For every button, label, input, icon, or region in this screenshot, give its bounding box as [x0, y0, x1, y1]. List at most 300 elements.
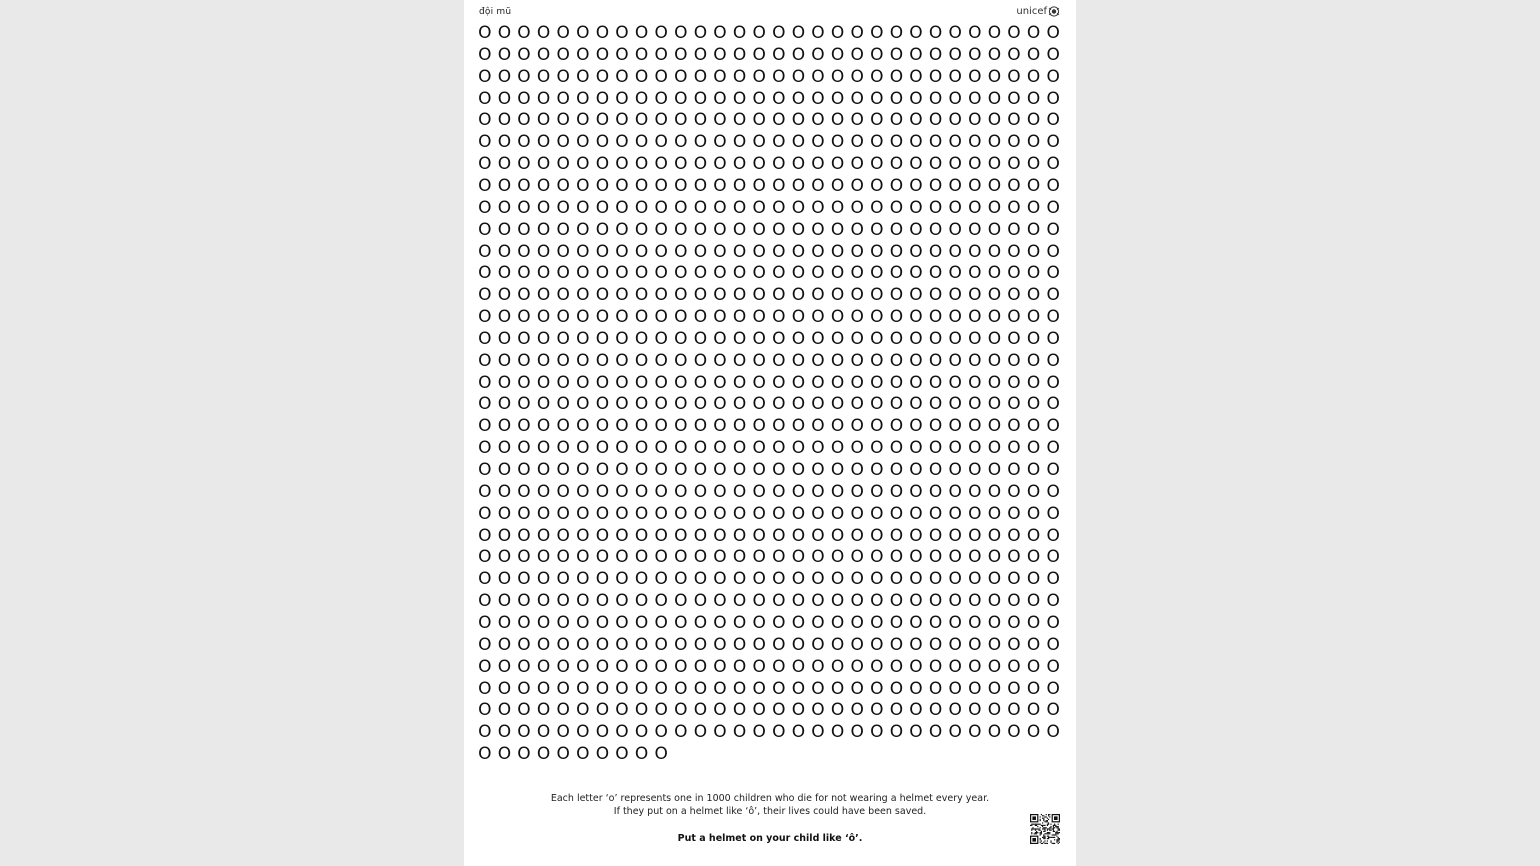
- letter-o: O: [850, 416, 864, 437]
- letter-o: O: [830, 569, 845, 590]
- letter-o: O: [556, 328, 570, 349]
- letter-o: O: [615, 460, 629, 480]
- letter-o: O: [674, 132, 688, 153]
- letter-o: O: [909, 88, 923, 109]
- letter-o: O: [909, 263, 923, 284]
- letter-o: O: [1007, 132, 1021, 153]
- letter-o: O: [772, 394, 786, 415]
- letter-o: O: [889, 656, 904, 677]
- letter-o: O: [909, 460, 923, 480]
- letter-o: O: [732, 350, 747, 371]
- letter-o: O: [909, 503, 923, 524]
- letter-o: O: [536, 634, 551, 655]
- letter-o: O: [948, 547, 962, 568]
- letter-o: O: [497, 591, 512, 612]
- letter-o: O: [478, 88, 492, 109]
- letter-o: O: [674, 110, 688, 131]
- letter-o: O: [928, 241, 943, 262]
- letter-o: O: [536, 307, 551, 328]
- letter-o: O: [536, 197, 551, 218]
- letter-o: O: [987, 263, 1002, 284]
- letter-o: O: [674, 569, 688, 590]
- letter-o: O: [987, 547, 1002, 568]
- letter-o: O: [634, 481, 649, 502]
- letter-o: O: [1046, 416, 1060, 437]
- letter-o: O: [497, 175, 512, 196]
- letter-o: O: [830, 197, 845, 218]
- letter-o: O: [576, 460, 590, 480]
- letter-o: O: [615, 44, 629, 65]
- letter-o: O: [713, 132, 727, 153]
- letter-o: O: [713, 416, 727, 437]
- letter-o: O: [517, 569, 531, 590]
- letter-o: O: [497, 110, 512, 131]
- letter-o: O: [889, 88, 904, 109]
- letter-o: O: [948, 612, 962, 633]
- letter-o: O: [968, 328, 982, 349]
- letter-o: O: [517, 307, 531, 328]
- letter-o: O: [1007, 394, 1021, 415]
- letter-o: O: [811, 197, 825, 218]
- letter-o: O: [674, 23, 688, 43]
- letter-o: O: [791, 154, 806, 175]
- letter-o: O: [772, 307, 786, 328]
- letter-o: O: [987, 350, 1002, 371]
- letter-o: O: [674, 438, 688, 459]
- letter-o: O: [478, 154, 492, 175]
- letter-o: O: [968, 350, 982, 371]
- letter-o: O: [595, 44, 610, 65]
- letter-o: O: [811, 481, 825, 502]
- letter-o: O: [1026, 547, 1041, 568]
- letter-o: O: [968, 88, 982, 109]
- letter-o: O: [654, 744, 668, 765]
- letter-o: O: [556, 263, 570, 284]
- letter-o: O: [556, 66, 570, 87]
- letter-o: O: [556, 525, 570, 546]
- letter-o: O: [1007, 678, 1021, 699]
- letter-o: O: [478, 241, 492, 262]
- letter-o: O: [713, 285, 727, 306]
- letter-o: O: [556, 219, 570, 240]
- letter-o: O: [674, 285, 688, 306]
- letter-o: O: [772, 656, 786, 677]
- letter-o: O: [576, 438, 590, 459]
- letter-o: O: [811, 722, 825, 743]
- letter-o: O: [634, 307, 649, 328]
- letter-o: O: [752, 154, 766, 175]
- letter-o: O: [732, 307, 747, 328]
- letter-o: O: [948, 372, 962, 393]
- letter-o: O: [1007, 44, 1021, 65]
- qr-code-icon[interactable]: [1030, 814, 1060, 844]
- letter-o: O: [850, 285, 864, 306]
- letter-o: O: [713, 175, 727, 196]
- letter-o: O: [752, 481, 766, 502]
- letter-o: O: [732, 219, 747, 240]
- letter-o: O: [987, 307, 1002, 328]
- letter-o: O: [732, 175, 747, 196]
- letter-o: O: [732, 503, 747, 524]
- letter-o: O: [654, 66, 668, 87]
- letter-o: O: [713, 350, 727, 371]
- letter-o: O: [693, 219, 708, 240]
- letter-o: O: [1026, 525, 1041, 546]
- letter-o: O: [850, 612, 864, 633]
- letter-o: O: [713, 460, 727, 480]
- letter-o: O: [654, 460, 668, 480]
- letter-o: O: [909, 394, 923, 415]
- letter-o: O: [654, 481, 668, 502]
- letter-o: O: [987, 612, 1002, 633]
- letter-o: O: [634, 154, 649, 175]
- letter-o: O: [948, 44, 962, 65]
- letter-o: O: [713, 263, 727, 284]
- letter-o: O: [693, 591, 708, 612]
- letter-o: O: [595, 569, 610, 590]
- letter-o: O: [732, 88, 747, 109]
- letter-o: O: [948, 656, 962, 677]
- letter-o: O: [674, 44, 688, 65]
- letter-o: O: [791, 88, 806, 109]
- letter-o: O: [497, 241, 512, 262]
- letter-o: O: [576, 503, 590, 524]
- letter-o: O: [928, 44, 943, 65]
- letter-o: O: [752, 23, 766, 43]
- letter-o: O: [752, 700, 766, 721]
- letter-o: O: [732, 394, 747, 415]
- letter-o: O: [517, 612, 531, 633]
- letter-o: O: [948, 263, 962, 284]
- letter-o: O: [615, 197, 629, 218]
- letter-o: O: [595, 612, 610, 633]
- letter-o: O: [1026, 285, 1041, 306]
- letter-o: O: [772, 175, 786, 196]
- letter-o: O: [830, 416, 845, 437]
- letter-o: O: [556, 569, 570, 590]
- letter-o: O: [870, 569, 884, 590]
- letter-o: O: [772, 678, 786, 699]
- letter-o: O: [556, 656, 570, 677]
- letter-o: O: [693, 438, 708, 459]
- letter-o: O: [615, 525, 629, 546]
- letter-o: O: [889, 700, 904, 721]
- letter-o: O: [830, 394, 845, 415]
- letter-o: O: [811, 175, 825, 196]
- letter-o: O: [948, 678, 962, 699]
- letter-o: O: [517, 656, 531, 677]
- letter-o: O: [497, 481, 512, 502]
- letter-o: O: [634, 44, 649, 65]
- letter-o: O: [889, 438, 904, 459]
- letter-o: O: [615, 328, 629, 349]
- letter-o: O: [830, 350, 845, 371]
- letter-o: O: [1007, 722, 1021, 743]
- letter-o: O: [928, 678, 943, 699]
- letter-o: O: [556, 678, 570, 699]
- letter-o: O: [987, 503, 1002, 524]
- letter-o: O: [1026, 175, 1041, 196]
- letter-o: O: [634, 503, 649, 524]
- letter-o: O: [576, 328, 590, 349]
- letter-o: O: [870, 438, 884, 459]
- letter-o: O: [556, 44, 570, 65]
- letter-o: O: [576, 394, 590, 415]
- letter-o: O: [928, 416, 943, 437]
- letter-o: O: [830, 438, 845, 459]
- letter-o: O: [752, 634, 766, 655]
- letter-o: O: [615, 656, 629, 677]
- letter-o: O: [595, 700, 610, 721]
- letter-o: O: [517, 110, 531, 131]
- letter-o: O: [713, 154, 727, 175]
- letter-o: O: [791, 175, 806, 196]
- letter-o: O: [811, 307, 825, 328]
- letter-o: O: [478, 307, 492, 328]
- letter-o: O: [870, 700, 884, 721]
- letter-o: O: [987, 66, 1002, 87]
- letter-o: O: [556, 175, 570, 196]
- letter-o: O: [909, 241, 923, 262]
- letter-o: O: [556, 88, 570, 109]
- letter-o: O: [576, 44, 590, 65]
- letter-o: O: [693, 88, 708, 109]
- letter-o: O: [772, 132, 786, 153]
- letter-o: O: [928, 547, 943, 568]
- letter-o: O: [615, 350, 629, 371]
- letter-o: O: [634, 525, 649, 546]
- letter-o: O: [870, 66, 884, 87]
- letter-o: O: [1046, 438, 1060, 459]
- letter-o: O: [830, 263, 845, 284]
- letter-o: O: [968, 700, 982, 721]
- letter-o: O: [674, 66, 688, 87]
- letter-o: O: [870, 241, 884, 262]
- letter-o: O: [674, 591, 688, 612]
- letter-o: O: [713, 110, 727, 131]
- letter-o: O: [576, 241, 590, 262]
- letter-o: O: [811, 569, 825, 590]
- letter-o: O: [732, 722, 747, 743]
- letter-o: O: [948, 460, 962, 480]
- letter-o: O: [870, 634, 884, 655]
- letter-o: O: [497, 263, 512, 284]
- letter-o: O: [674, 328, 688, 349]
- letter-o: O: [987, 481, 1002, 502]
- letter-o: O: [556, 612, 570, 633]
- letter-o: O: [968, 197, 982, 218]
- letter-o: O: [870, 197, 884, 218]
- letter-o: O: [968, 612, 982, 633]
- letter-o: O: [928, 591, 943, 612]
- letter-o: O: [654, 569, 668, 590]
- letter-o: O: [948, 285, 962, 306]
- letter-o: O: [615, 700, 629, 721]
- letter-o: O: [987, 722, 1002, 743]
- letter-o: O: [791, 591, 806, 612]
- letter-o: O: [517, 23, 531, 43]
- letter-o: O: [811, 612, 825, 633]
- letter-o: O: [968, 416, 982, 437]
- letter-o: O: [634, 175, 649, 196]
- letter-o: O: [556, 416, 570, 437]
- letter-o: O: [791, 525, 806, 546]
- letter-o: O: [830, 23, 845, 43]
- letter-o: O: [693, 525, 708, 546]
- letter-o: O: [615, 612, 629, 633]
- letter-o: O: [1026, 23, 1041, 43]
- letter-o: O: [1007, 154, 1021, 175]
- letter-o: O: [889, 154, 904, 175]
- letter-o: O: [713, 525, 727, 546]
- letter-o: O: [576, 481, 590, 502]
- letter-o: O: [713, 23, 727, 43]
- letter-o: O: [968, 569, 982, 590]
- letter-o: O: [811, 656, 825, 677]
- letter-o: O: [830, 66, 845, 87]
- letter-o: O: [811, 591, 825, 612]
- letter-o: O: [615, 154, 629, 175]
- letter-o: O: [1046, 175, 1060, 196]
- letter-o: O: [1046, 88, 1060, 109]
- letter-o: O: [1007, 569, 1021, 590]
- letter-o: O: [1046, 132, 1060, 153]
- letter-o: O: [478, 525, 492, 546]
- letter-o: O: [693, 44, 708, 65]
- letter-o: O: [948, 569, 962, 590]
- letter-o: O: [693, 154, 708, 175]
- letter-o: O: [1007, 591, 1021, 612]
- letter-o: O: [634, 197, 649, 218]
- letter-o: O: [909, 612, 923, 633]
- letter-o: O: [1026, 438, 1041, 459]
- letter-o: O: [850, 438, 864, 459]
- letter-o: O: [595, 634, 610, 655]
- letter-o: O: [850, 197, 864, 218]
- letter-o: O: [497, 350, 512, 371]
- letter-o: O: [948, 23, 962, 43]
- letter-o: O: [850, 634, 864, 655]
- letter-o: O: [536, 416, 551, 437]
- letter-o: O: [987, 110, 1002, 131]
- letter-o: O: [889, 372, 904, 393]
- letter-o: O: [1046, 525, 1060, 546]
- letter-o: O: [850, 591, 864, 612]
- letter-o: O: [1046, 23, 1060, 43]
- letter-o: O: [634, 591, 649, 612]
- letter-o: O: [732, 66, 747, 87]
- letter-o: O: [576, 416, 590, 437]
- letter-o: O: [576, 591, 590, 612]
- letter-o: O: [634, 88, 649, 109]
- letter-o: O: [850, 372, 864, 393]
- letter-o: O: [791, 219, 806, 240]
- letter-o: O: [478, 416, 492, 437]
- letter-o: O: [830, 678, 845, 699]
- letter-o: O: [791, 197, 806, 218]
- letter-o: O: [889, 110, 904, 131]
- letter-o: O: [713, 241, 727, 262]
- letter-o: O: [928, 569, 943, 590]
- letter-o: O: [556, 154, 570, 175]
- letter-o: O: [556, 394, 570, 415]
- letter-o: O: [634, 241, 649, 262]
- letter-o: O: [948, 132, 962, 153]
- letter-o: O: [478, 23, 492, 43]
- letter-o: O: [556, 503, 570, 524]
- letter-o: O: [1046, 569, 1060, 590]
- letter-o: O: [752, 307, 766, 328]
- letter-o: O: [889, 591, 904, 612]
- letter-o: O: [1026, 132, 1041, 153]
- letter-o: O: [870, 394, 884, 415]
- letter-o: O: [1007, 88, 1021, 109]
- letter-o: O: [1046, 634, 1060, 655]
- letter-o: O: [1026, 219, 1041, 240]
- letter-o: O: [1046, 110, 1060, 131]
- letter-o: O: [497, 154, 512, 175]
- letter-o: O: [732, 23, 747, 43]
- letter-o: O: [870, 416, 884, 437]
- letter-o: O: [713, 612, 727, 633]
- letter-o: O: [615, 372, 629, 393]
- letter-o: O: [791, 350, 806, 371]
- letter-o: O: [536, 612, 551, 633]
- letter-o: O: [536, 66, 551, 87]
- letter-o: O: [713, 328, 727, 349]
- letter-o: O: [634, 634, 649, 655]
- unicef-brand[interactable]: [1016, 6, 1060, 17]
- letter-o: O: [536, 110, 551, 131]
- letter-o: O: [772, 372, 786, 393]
- letter-o: O: [536, 744, 551, 765]
- letter-o: O: [732, 372, 747, 393]
- letter-o: O: [615, 219, 629, 240]
- letter-o: O: [948, 438, 962, 459]
- letter-o: O: [909, 678, 923, 699]
- letter-o: O: [811, 525, 825, 546]
- letter-o: O: [928, 481, 943, 502]
- letter-o: O: [536, 44, 551, 65]
- letter-o: O: [889, 132, 904, 153]
- letter-o: O: [811, 372, 825, 393]
- letter-o: O: [968, 175, 982, 196]
- letter-o: O: [595, 656, 610, 677]
- letter-o: O: [654, 219, 668, 240]
- letter-o: O: [634, 394, 649, 415]
- letter-o: O: [615, 416, 629, 437]
- letter-o: O: [654, 88, 668, 109]
- letter-o: O: [772, 416, 786, 437]
- letter-o: O: [595, 503, 610, 524]
- letter-o: O: [791, 460, 806, 480]
- letter-o: O: [595, 23, 610, 43]
- letter-o: O: [830, 307, 845, 328]
- letter-o: O: [517, 394, 531, 415]
- letter-o: O: [1007, 634, 1021, 655]
- letter-o: O: [909, 307, 923, 328]
- letter-o: O: [1007, 547, 1021, 568]
- letter-o: O: [1026, 678, 1041, 699]
- letter-o: O: [674, 634, 688, 655]
- letter-o: O: [478, 700, 492, 721]
- letter-o: O: [478, 569, 492, 590]
- letter-o: O: [870, 328, 884, 349]
- letter-o: O: [517, 416, 531, 437]
- letter-o: O: [889, 23, 904, 43]
- letter-o: O: [987, 372, 1002, 393]
- letter-o: O: [536, 547, 551, 568]
